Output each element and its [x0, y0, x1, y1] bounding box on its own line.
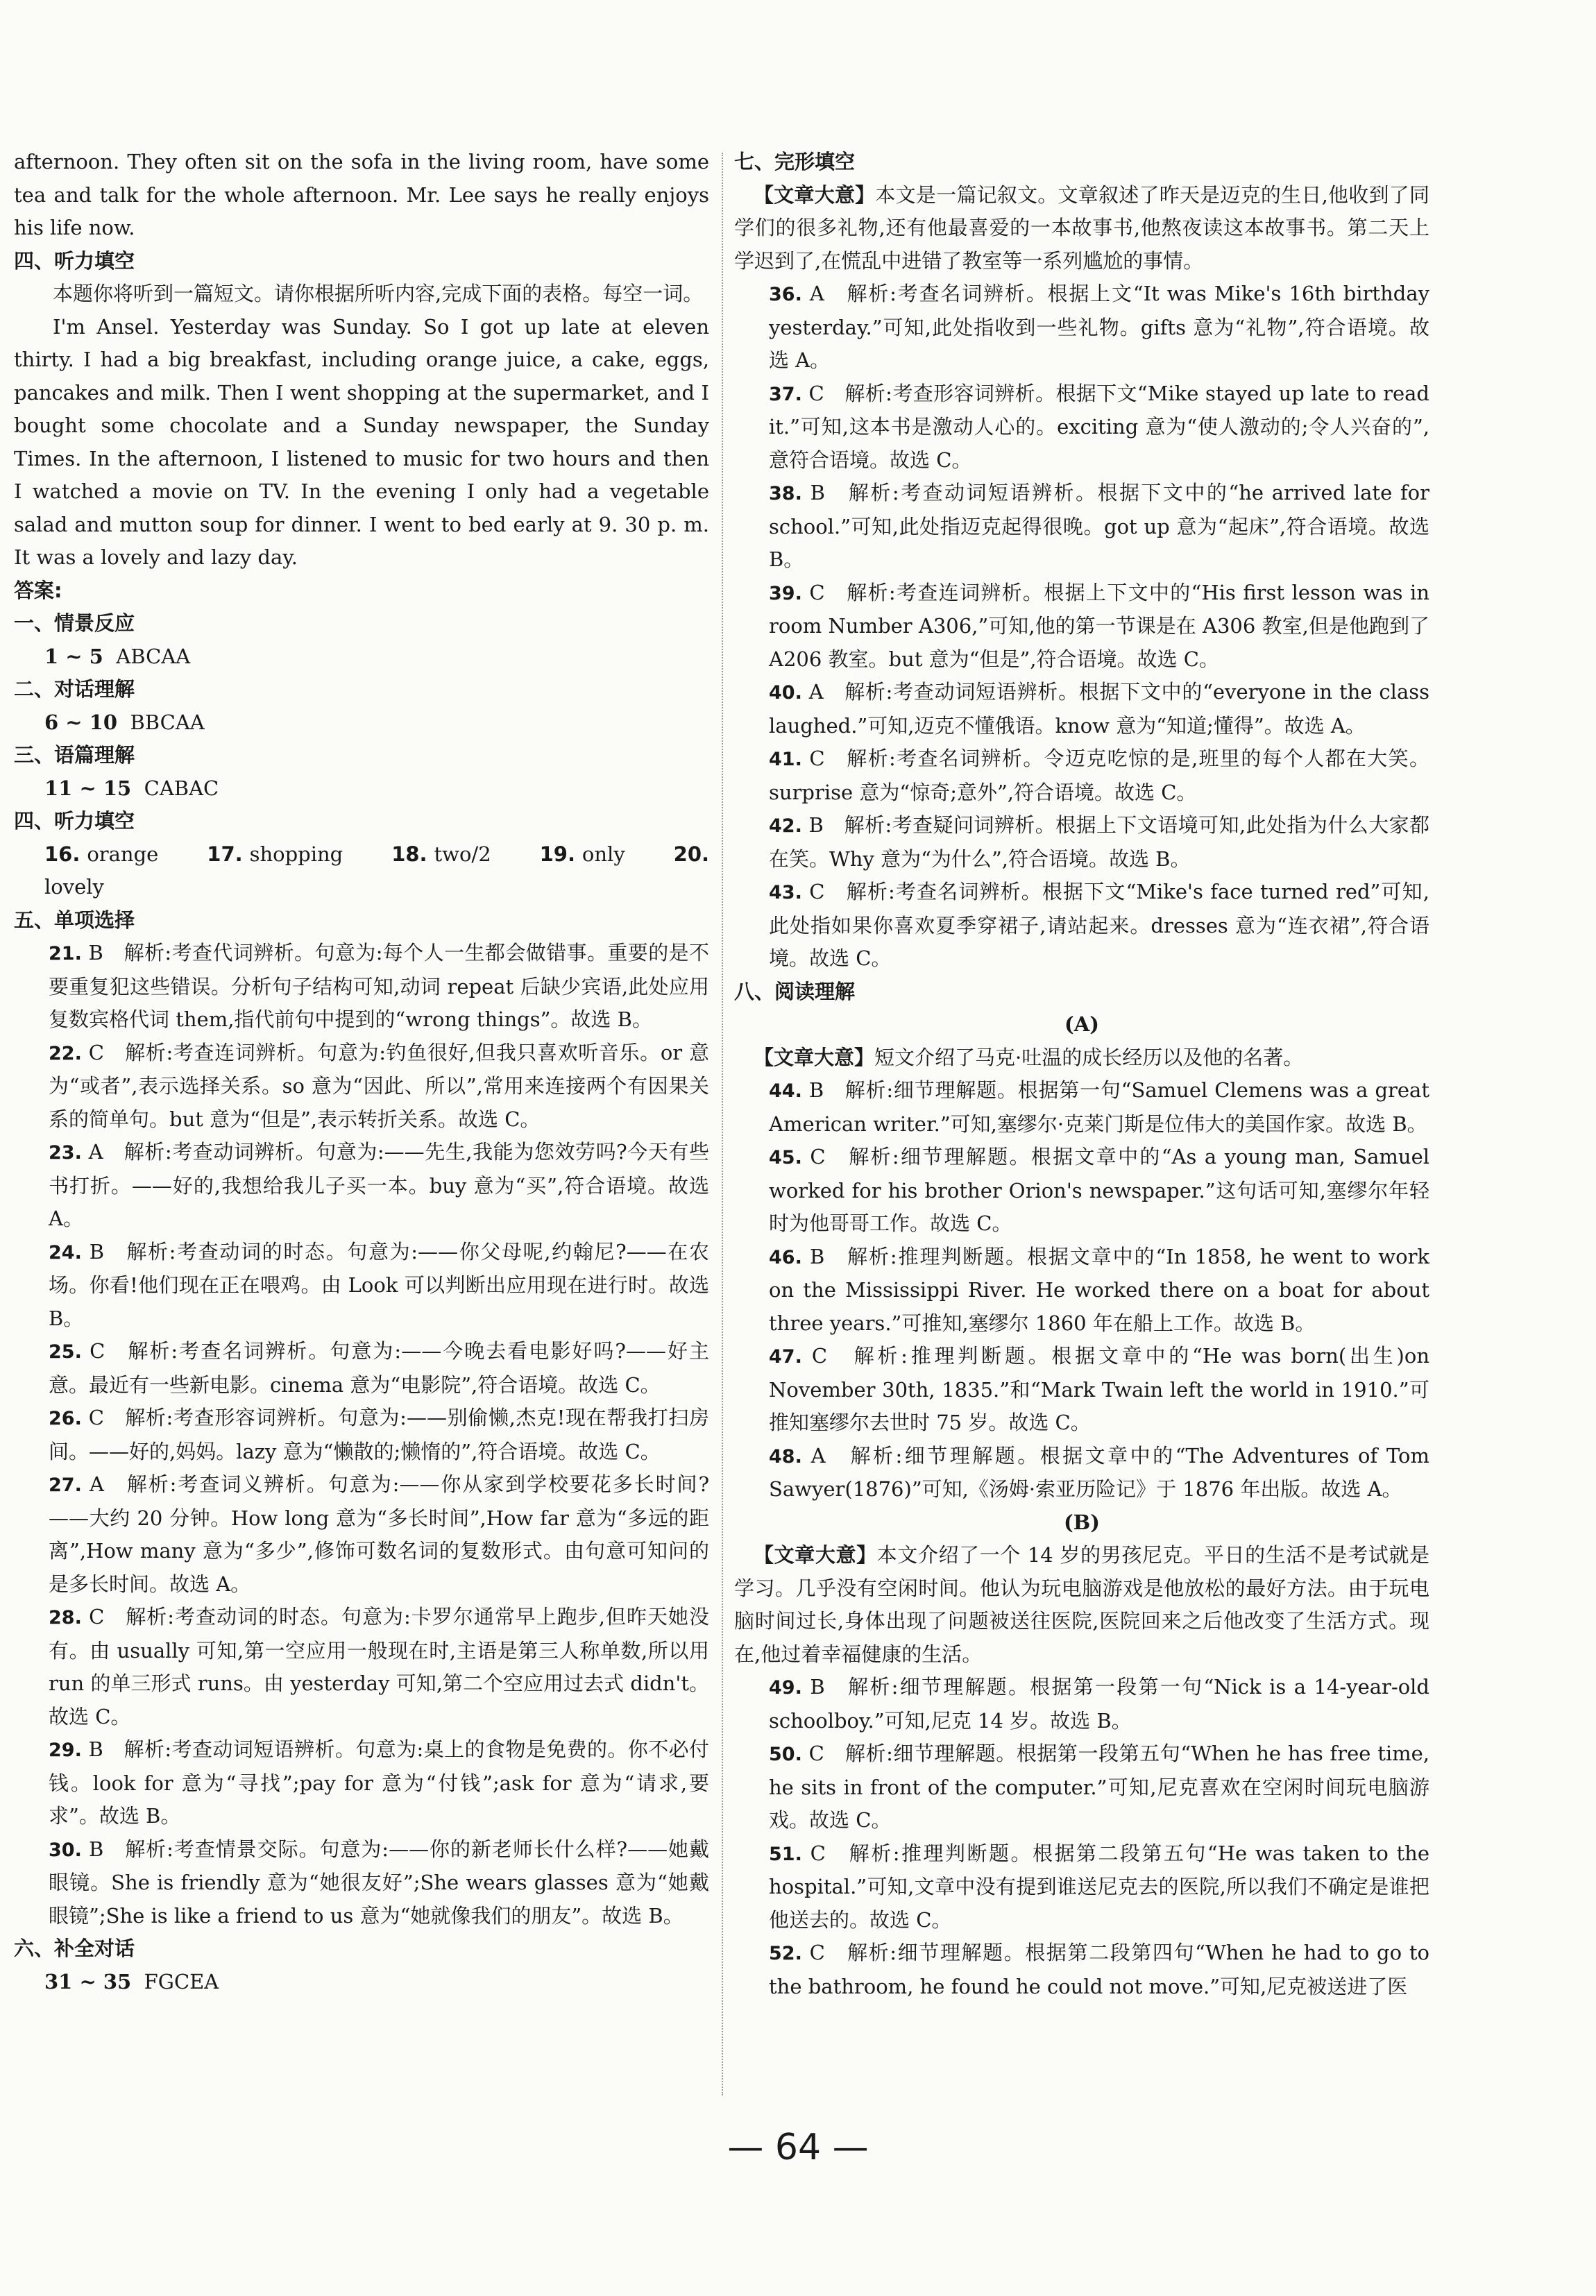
explanation-item	[734, 1837, 1429, 1937]
item-number: 22.	[49, 1042, 82, 1064]
item-number: 21.	[49, 943, 82, 964]
item-number: 37.	[769, 383, 802, 405]
explanation-item	[14, 1402, 709, 1468]
explanation-item	[734, 1141, 1429, 1241]
fill-answers	[14, 838, 709, 904]
explanation-item	[734, 1737, 1429, 1837]
item-text: B 解析:考查动词短语辨析。根据下文中的“he arrived late for school.”可知,此处指迈克起得很晚。got up 意为“起床”,符合语境。故选 B。	[769, 481, 1430, 571]
section-title: 六、补全对话	[14, 1937, 135, 1960]
part-label: (B)	[1064, 1510, 1100, 1534]
item-number: 25.	[49, 1341, 82, 1363]
item-number: 30.	[49, 1839, 82, 1861]
explanation-item	[734, 876, 1429, 976]
fill-value: orange	[87, 842, 159, 866]
listening-script: I'm Ansel. Yesterday was Sunday. So I got up late at eleven thirty. I had a big breakfast, including orange juice, a cake, eggs, pancakes and milk. Then I went shopping at the supermarket, and I bought some chocolate and a Sunday newspaper, the Sunday Times. In the afternoon, I listened to music for two hours and then I watched a movie on TV. In the evening I only had a vegetable salad and mutton soup for dinner. I went to bed early at 9. 30 p. m. It was a lovely and lazy day.	[14, 314, 709, 569]
item-text: C 解析:推理判断题。根据文章中的“He was born(出生)on November 30th, 1835.”和“Mark Twain left the world in 1910.”可推知塞缪尔去世时 75 岁。故选 C。	[769, 1344, 1429, 1434]
item-text: C 解析:细节理解题。根据第二段第四句“When he had to go to the bathroom, he found he could not move.”可知,尼克被送进了医	[769, 1941, 1429, 1998]
item-number: 40.	[769, 682, 802, 704]
item-number: 41.	[769, 749, 802, 770]
item-text: B 解析:细节理解题。根据第一句“Samuel Clemens was a great American writer.”可知,塞缪尔·克莱门斯是位伟大的美国作家。故选 B。	[769, 1078, 1429, 1136]
item-text: C 解析:考查形容词辨析。句意为:——别偷懒,杰克!现在帮我打扫房间。——好的,妈妈。lazy 意为“懒散的;懒惰的”,符合语境。故选 C。	[49, 1406, 709, 1463]
item-text: A 解析:考查名词辨析。根据上文“It was Mike's 16th birthday yesterday.”可知,此处指收到一些礼物。gifts 意为“礼物”,符合语境。故选 A。	[769, 282, 1430, 372]
cloze-items	[734, 278, 1429, 976]
explanation-item	[14, 1468, 709, 1601]
item-text: A 解析:考查词义辨析。句意为:——你从家到学校要花多长时间?——大约 20 分钟。How long 意为“多长时间”,How far 意为“多远的距离”,How many 意为“多少”,修饰可数名词的复数形式。由句意可知问的是多长时间。故选 A。	[49, 1472, 709, 1596]
item-text: C 解析:细节理解题。根据第一段第五句“When he has free time, he sits in front of the computer.”可知,尼克喜欢在空闲时间玩电脑游戏。故选 C。	[769, 1742, 1430, 1832]
item-number: 48.	[769, 1445, 802, 1468]
article-summary	[734, 179, 1429, 278]
page-number: — 64 —	[727, 2127, 869, 2168]
fill-number: 20.	[673, 842, 710, 866]
reading-a-items	[734, 1074, 1429, 1506]
article-summary	[734, 1041, 1429, 1075]
answer-range: 6 ~ 10	[44, 710, 118, 734]
answer-value: BBCAA	[130, 710, 205, 734]
item-text: A 解析:细节理解题。根据文章中的“The Adventures of Tom Sawyer(1876)”可知,《汤姆·索亚历险记》于 1876 年出版。故选 A。	[769, 1443, 1430, 1501]
explanation-item	[734, 809, 1429, 876]
item-text: A 解析:考查动词短语辨析。根据下文中的“everyone in the class laughed.”可知,迈克不懂俄语。know 意为“知道;懂得”。故选 A。	[769, 680, 1430, 738]
section-title: 八、阅读理解	[734, 979, 856, 1003]
fill-value: shopping	[249, 842, 343, 866]
fill-number: 19.	[539, 842, 575, 866]
explanation-item	[734, 1074, 1429, 1141]
answer-row	[14, 640, 709, 674]
item-text: C 解析:考查动词的时态。句意为:卡罗尔通常早上跑步,但昨天她没有。由 usually 可知,第一空应用一般现在时,主语是第三人称单数,所以用 run 的单三形式 runs。由 yesterday 可知,第二个空应用过去式 didn't。故选 C。	[49, 1605, 709, 1728]
summary-tag: 【文章大意】	[754, 1543, 877, 1567]
reading-b-items	[734, 1671, 1429, 2003]
explanation-item	[14, 1733, 709, 1833]
part-label: (A)	[1064, 1012, 1099, 1036]
item-number: 23.	[49, 1142, 82, 1164]
explanation-item	[14, 1236, 709, 1336]
section-title: 七、完形填空	[734, 150, 856, 173]
item-text: B 解析:考查代词辨析。句意为:每个人一生都会做错事。重要的是不要重复犯这些错误。分析句子结构可知,动词 repeat 后缺少宾语,此处应用复数宾格代词 them,指代前句中提到的“wrong things”。故选 B。	[49, 941, 710, 1031]
explanation-item	[14, 1136, 709, 1236]
explanation-item	[14, 1601, 709, 1733]
fill-number: 16.	[44, 842, 80, 866]
item-text: B 解析:推理判断题。根据文章中的“In 1858, he went to work on the Mississippi River. He worked there on a boat for about three years.”可推知,塞缪尔 1860 年在船上工作。故选 B。	[769, 1244, 1430, 1335]
fill-answer	[391, 842, 511, 866]
item-number: 26.	[49, 1408, 82, 1429]
answer-range: 31 ~ 35	[44, 1969, 132, 1993]
summary-tag: 【文章大意】	[754, 182, 876, 207]
explanation-item	[734, 477, 1429, 577]
section-title: 一、情景反应	[14, 611, 135, 635]
section-title: 四、听力填空	[14, 248, 135, 273]
item-number: 43.	[769, 882, 802, 903]
right-column	[734, 146, 1429, 2003]
fill-answer	[540, 842, 646, 866]
summary-text: 短文介绍了马克·吐温的成长经历以及他的名著。	[874, 1045, 1304, 1069]
explanation-item	[14, 1833, 709, 1933]
summary-text: 本文是一篇记叙文。文章叙述了昨天是迈克的生日,他收到了同学们的很多礼物,还有他最喜爱的一本故事书,他熬夜读这本故事书。第二天上学迟到了,在慌乱中进错了教室等一系列尴尬的事情。	[734, 182, 1429, 273]
article-summary	[734, 1539, 1429, 1671]
item-text: B 解析:考查情景交际。句意为:——你的新老师长什么样?——她戴眼镜。She is friendly 意为“她很友好”;She wears glasses 意为“她戴眼镜”;She is like a friend to us 意为“她就像我们的朋友”。故选 B。	[49, 1837, 710, 1928]
item-number: 47.	[769, 1346, 802, 1368]
explanation-item	[734, 1241, 1429, 1341]
answers-heading: 答案:	[14, 578, 62, 602]
item-number: 52.	[769, 1943, 802, 1964]
summary-tag: 【文章大意】	[754, 1045, 875, 1069]
explanation-item	[14, 1037, 709, 1137]
item-text: C 解析:考查名词辨析。根据下文“Mike's face turned red”可知,此处指如果你喜欢夏季穿裙子,请站起来。dresses 意为“连衣裙”,符合语境。故选 C。	[769, 880, 1430, 970]
fill-value: two/2	[434, 842, 491, 866]
explanation-item	[734, 1340, 1429, 1440]
answer-value: CABAC	[144, 776, 219, 800]
item-text: B 解析:考查疑问词辨析。根据上下文语境可知,此处指为什么大家都在笑。Why 意为“为什么”,符合语境。故选 B。	[769, 813, 1430, 871]
explanation-item	[14, 937, 709, 1037]
item-number: 49.	[769, 1677, 802, 1699]
section-title: 三、语篇理解	[14, 743, 135, 767]
fill-value: only	[581, 842, 625, 866]
answer-value: ABCAA	[116, 644, 191, 668]
explanation-item	[734, 1937, 1429, 2003]
item-text: C 解析:细节理解题。根据文章中的“As a young man, Samuel worked for his brother Orion's newspaper.”这句话可知,塞缪尔年轻时为他哥哥工作。故选 C。	[769, 1145, 1430, 1235]
item-number: 50.	[769, 1744, 802, 1765]
section-title: 五、单项选择	[14, 908, 135, 932]
explanation-item	[734, 676, 1429, 742]
item-number: 39.	[769, 582, 802, 604]
explanation-item	[14, 1335, 709, 1402]
answer-range: 1 ~ 5	[44, 644, 103, 668]
item-text: C 解析:考查连词辨析。句意为:钓鱼很好,但我只喜欢听音乐。or 意为“或者”,表示选择关系。so 意为“因此、所以”,常用来连接两个有因果关系的简单句。but 意为“但是”,表示转折关系。故选 C。	[49, 1040, 709, 1131]
explanation-item	[734, 278, 1429, 377]
item-number: 45.	[769, 1147, 802, 1168]
summary-text: 本文介绍了一个 14 岁的男孩尼克。平日的生活不是考试就是学习。几乎没有空闲时间。他认为玩电脑游戏是他放松的最好方法。由于玩电脑时间过长,身体出现了问题被送往医院,医院回来之后他改变了生活方式。现在,他过着幸福健康的生活。	[734, 1543, 1429, 1666]
instruction-text: 本题你将听到一篇短文。请你根据所听内容,完成下面的表格。每空一词。	[53, 282, 704, 305]
choice-items	[14, 937, 709, 1932]
item-number: 24.	[49, 1241, 82, 1264]
explanation-item	[734, 1671, 1429, 1737]
fill-number: 18.	[391, 842, 427, 866]
answer-row	[14, 1966, 709, 1999]
item-number: 42.	[769, 815, 802, 837]
item-number: 44.	[769, 1080, 802, 1102]
section-title: 二、对话理解	[14, 677, 135, 701]
intro-paragraph: afternoon. They often sit on the sofa in the living room, have some tea and talk for the whole afternoon. Mr. Lee says he really enjoys his life now.	[14, 150, 709, 239]
fill-value: lovely	[44, 875, 104, 899]
item-text: C 解析:考查名词辨析。句意为:——今晚去看电影好吗?——好主意。最近有一些新电影。cinema 意为“电影院”,符合语境。故选 C。	[49, 1339, 710, 1397]
explanation-item	[734, 742, 1429, 809]
item-text: C 解析:考查名词辨析。令迈克吃惊的是,班里的每个人都在大笑。surprise 意为“惊奇;意外”,符合语境。故选 C。	[769, 747, 1430, 804]
left-column	[14, 146, 709, 1998]
item-number: 27.	[49, 1474, 82, 1496]
fill-answer	[44, 842, 179, 866]
column-divider	[722, 153, 723, 2095]
answer-row	[14, 772, 709, 806]
answer-row	[14, 706, 709, 740]
explanation-item	[734, 1440, 1429, 1506]
fill-answer	[207, 842, 364, 866]
answer-value: FGCEA	[144, 1969, 219, 1993]
section-title: 四、听力填空	[14, 809, 135, 833]
item-number: 29.	[49, 1740, 82, 1761]
item-number: 36.	[769, 284, 802, 305]
item-text: C 解析:推理判断题。根据第二段第五句“He was taken to the hospital.”可知,文章中没有提到谁送尼克去的医院,所以我们不确定是谁把他送去的。故选 C。	[769, 1841, 1429, 1932]
explanation-item	[734, 577, 1429, 677]
item-number: 38.	[769, 483, 802, 504]
item-number: 46.	[769, 1246, 802, 1268]
item-text: C 解析:考查连词辨析。根据上下文中的“His first lesson was in room Number A306,”可知,他的第一节课是在 A306 教室,但是他跑到了 A206 教室。but 意为“但是”,符合语境。故选 C。	[769, 580, 1429, 671]
item-text: A 解析:考查动词辨析。句意为:——先生,我能为您效劳吗?今天有些书打折。——好的,我想给我儿子买一本。buy 意为“买”,符合语境。故选 A。	[49, 1140, 709, 1230]
answer-range: 11 ~ 15	[44, 776, 132, 800]
item-text: B 解析:细节理解题。根据第一段第一句“Nick is a 14-year-old schoolboy.”可知,尼克 14 岁。故选 B。	[769, 1675, 1429, 1733]
item-text: B 解析:考查动词短语辨析。句意为:桌上的食物是免费的。你不必付钱。look for 意为“寻找”;pay for 意为“付钱”;ask for 意为“请求,要求”。故选 B。	[49, 1737, 710, 1828]
item-text: C 解析:考查形容词辨析。根据下文“Mike stayed up late to read it.”可知,这本书是激动人心的。exciting 意为“使人激动的;令人兴奋的”,意符合语境。故选 C。	[769, 381, 1429, 472]
item-text: B 解析:考查动词的时态。句意为:——你父母呢,约翰尼?——在农场。你看!他们现在正在喂鸡。由 Look 可以判断出应用现在进行时。故选 B。	[49, 1239, 709, 1330]
item-number: 28.	[49, 1607, 82, 1629]
explanation-item	[734, 377, 1429, 477]
fill-number: 17.	[207, 842, 243, 866]
item-number: 51.	[769, 1843, 802, 1865]
